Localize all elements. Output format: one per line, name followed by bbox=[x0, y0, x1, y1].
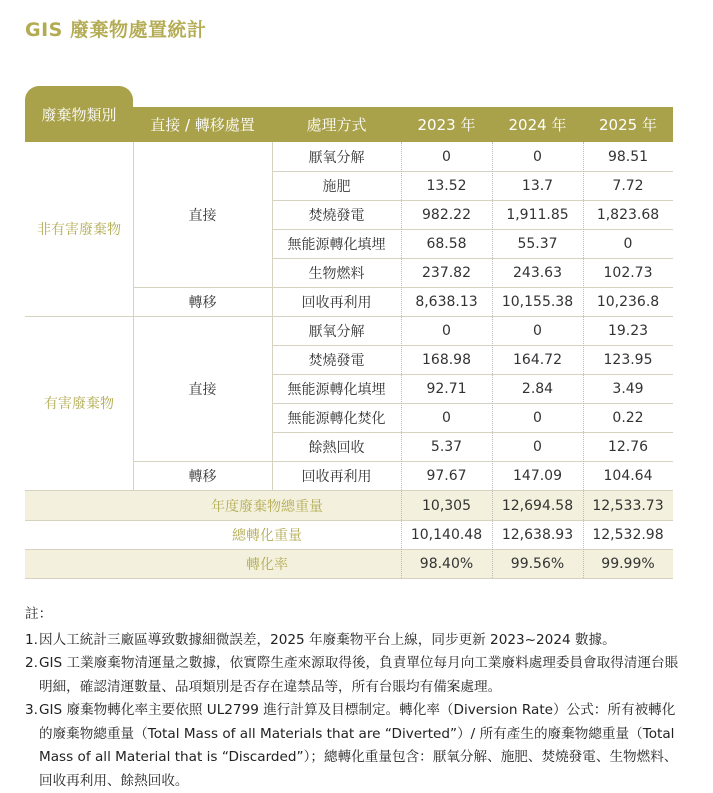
row-divider bbox=[272, 171, 673, 172]
value-2025: 1,823.68 bbox=[596, 206, 660, 223]
value-2025: 102.73 bbox=[603, 264, 653, 281]
notes-heading: 註： bbox=[25, 606, 53, 622]
value-2025: 123.95 bbox=[603, 351, 653, 368]
header-disposal: 直接 / 轉移處置 bbox=[150, 116, 255, 134]
summary-total-2024: 12,694.58 bbox=[501, 497, 574, 514]
value-2024: 243.63 bbox=[513, 264, 562, 281]
method-cell: 無能源轉化填埋 bbox=[287, 381, 386, 398]
method-cell: 餘熱回收 bbox=[308, 439, 365, 456]
summary-total-label: 年度廢棄物總重量 bbox=[211, 498, 323, 515]
row-divider bbox=[272, 258, 673, 259]
summary-diverted-2024: 12,638.93 bbox=[501, 526, 574, 543]
header-year-2023: 2023 年 bbox=[417, 116, 476, 134]
year-col-divider bbox=[401, 142, 402, 578]
method-cell: 焚燒發電 bbox=[308, 352, 365, 369]
summary-diverted-2025: 12,532.98 bbox=[592, 526, 664, 543]
value-2024: 10,155.38 bbox=[501, 293, 574, 310]
method-cell: 回收再利用 bbox=[301, 294, 372, 311]
summary-rate-2024: 99.56% bbox=[510, 555, 565, 572]
value-2024: 1,911.85 bbox=[506, 206, 569, 223]
header-method: 處理方式 bbox=[306, 116, 367, 134]
row-divider bbox=[272, 200, 673, 201]
summary-diverted-label: 總轉化重量 bbox=[232, 527, 302, 544]
disposal-direct-non-hazardous: 直接 bbox=[188, 207, 217, 224]
row-divider bbox=[133, 287, 673, 288]
header-year-2024: 2024 年 bbox=[508, 116, 567, 134]
row-divider bbox=[272, 229, 673, 230]
value-2025: 7.72 bbox=[612, 177, 644, 194]
col-divider bbox=[133, 142, 134, 490]
note-item bbox=[25, 629, 685, 653]
disposal-direct-hazardous: 直接 bbox=[188, 381, 217, 398]
group-non-hazardous: 非有害廢棄物 bbox=[37, 222, 121, 238]
note-text: GIS 廢棄物轉化率主要依照 UL2799 進行計算及目標制定。轉化率（Diversion Rate）公式：所有被轉化的廢棄物總重量（Total Mass of all Materials that are “Diverted”）/ 所有產生的廢棄物總重量（Total Mass of all Material that is “Discarded”）；總轉化重量包含：厭氧分解、施肥、焚燒發電、生物燃料、回收再利用、餘熱回收。 bbox=[39, 702, 678, 789]
note-item bbox=[25, 699, 685, 793]
value-2023: 5.37 bbox=[430, 438, 463, 455]
summary-rate-2025: 99.99% bbox=[601, 555, 655, 572]
note-number: 1. bbox=[25, 631, 38, 648]
method-cell: 厭氧分解 bbox=[308, 323, 365, 340]
value-2023: 92.71 bbox=[426, 380, 467, 397]
row-divider bbox=[272, 345, 673, 346]
value-2023: 0 bbox=[442, 409, 451, 426]
header-category: 廢棄物類別 bbox=[25, 86, 133, 142]
group-divider bbox=[25, 316, 673, 317]
value-2025: 19.23 bbox=[607, 322, 649, 339]
value-2024: 13.7 bbox=[521, 177, 554, 194]
value-2023: 13.52 bbox=[426, 177, 467, 194]
header-year-2025: 2025 年 bbox=[599, 116, 657, 134]
value-2025: 104.64 bbox=[603, 467, 653, 484]
note-text: GIS 工業廢棄物清運量之數據，依實際生產來源取得後，負責單位每月向工業廢料處理委員會取得清運台賬明細，確認清運數量、品項類別是否存在違禁品等，所有台賬均有備案處理。 bbox=[39, 655, 679, 695]
method-cell: 施肥 bbox=[322, 178, 351, 195]
value-2025: 12.76 bbox=[607, 438, 649, 455]
method-cell: 回收再利用 bbox=[301, 468, 372, 485]
row-divider bbox=[272, 403, 673, 404]
value-2025: 0.22 bbox=[612, 409, 644, 426]
summary-total-2025: 12,533.73 bbox=[592, 497, 664, 514]
note-number: 2. bbox=[25, 655, 38, 671]
row-divider bbox=[133, 461, 673, 462]
summary-divider bbox=[25, 520, 673, 521]
note-text: 因人工統計三廠區導致數據細微誤差，2025 年廢棄物平台上線，同步更新 2023~2024 數據。 bbox=[39, 631, 616, 648]
value-2024: 0 bbox=[533, 148, 542, 165]
value-2023: 168.98 bbox=[422, 351, 471, 368]
value-2024: 0 bbox=[533, 438, 542, 455]
summary-divider bbox=[25, 549, 673, 550]
value-2025: 0 bbox=[623, 235, 633, 252]
page-title: GIS 廢棄物處置統計 bbox=[25, 19, 207, 41]
value-2024: 164.72 bbox=[513, 351, 562, 368]
note-item bbox=[25, 652, 685, 699]
row-divider bbox=[272, 374, 673, 375]
value-2024: 55.37 bbox=[517, 235, 558, 252]
method-cell: 無能源轉化焚化 bbox=[287, 410, 386, 427]
year-col-divider bbox=[492, 142, 493, 578]
summary-total-2023: 10,305 bbox=[422, 497, 471, 514]
value-2025: 10,236.8 bbox=[596, 293, 660, 310]
summary-rate-label: 轉化率 bbox=[246, 556, 288, 573]
value-2024: 147.09 bbox=[513, 467, 562, 484]
group-divider bbox=[25, 490, 673, 491]
summary-rate-2023: 98.40% bbox=[419, 555, 474, 572]
value-2024: 0 bbox=[533, 409, 542, 426]
summary-diverted-2023: 10,140.48 bbox=[410, 526, 483, 543]
notes-section bbox=[25, 603, 685, 793]
method-cell: 厭氧分解 bbox=[308, 149, 365, 166]
value-2025: 3.49 bbox=[612, 380, 644, 397]
value-2023: 0 bbox=[442, 322, 451, 339]
disposal-transfer-non-hazardous: 轉移 bbox=[188, 294, 217, 311]
note-number: 3. bbox=[25, 702, 38, 718]
disposal-transfer-hazardous: 轉移 bbox=[188, 468, 217, 485]
value-2023: 68.58 bbox=[426, 235, 467, 252]
value-2024: 0 bbox=[533, 322, 542, 339]
method-cell: 焚燒發電 bbox=[308, 207, 365, 224]
method-cell: 無能源轉化填埋 bbox=[287, 236, 386, 253]
value-2023: 8,638.13 bbox=[415, 293, 478, 310]
table-bottom-border bbox=[25, 578, 673, 579]
col-divider bbox=[272, 142, 273, 490]
value-2023: 0 bbox=[442, 148, 451, 165]
row-divider bbox=[272, 432, 673, 433]
value-2023: 97.67 bbox=[426, 467, 467, 484]
value-2024: 2.84 bbox=[521, 380, 554, 397]
value-2023: 237.82 bbox=[422, 264, 471, 281]
value-2025: 98.51 bbox=[607, 148, 649, 165]
value-2023: 982.22 bbox=[422, 206, 471, 223]
group-hazardous: 有害廢棄物 bbox=[44, 396, 114, 412]
year-col-divider bbox=[583, 142, 584, 578]
method-cell: 生物燃料 bbox=[308, 265, 365, 282]
